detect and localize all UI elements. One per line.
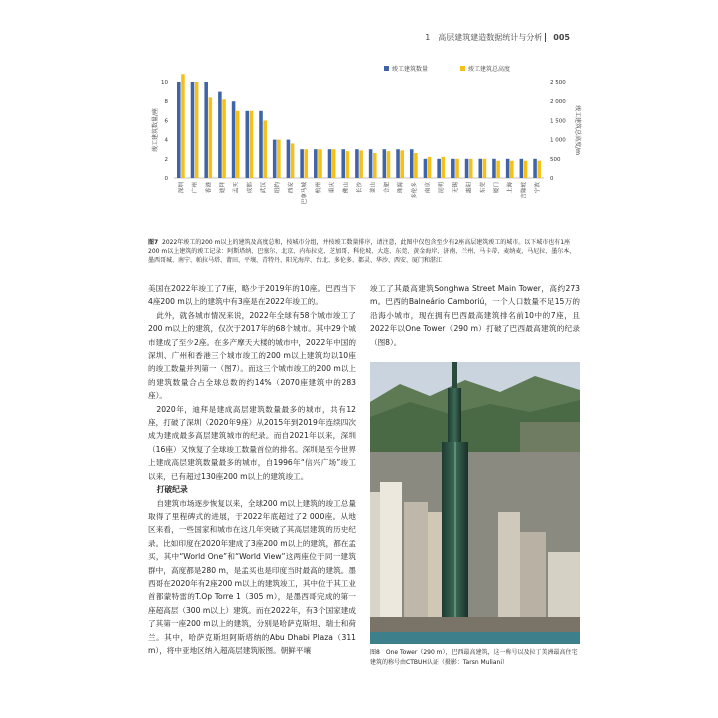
y-tick-label: 4: [164, 137, 168, 144]
bar-count: [300, 149, 304, 178]
legend-label-height: 竣工建筑总高度: [468, 66, 511, 73]
bar-height: [318, 149, 322, 178]
y-tick-label: 10: [161, 80, 168, 86]
bar-count: [287, 140, 291, 178]
y2-tick-label: 1 000: [550, 137, 566, 144]
bar-height: [359, 150, 363, 178]
bar-height: [277, 140, 281, 178]
x-tick-label: 无锡: [452, 182, 459, 194]
figure7-caption: [148, 238, 580, 265]
bar-height: [332, 149, 336, 178]
x-tick-label: 上海: [507, 182, 514, 194]
paragraph: 美国在2022年竣工了7座，略少于2019年的10座。巴西当下4座200 m以上的建筑中有3座是在2022年竣工的。: [148, 284, 356, 307]
bar-count: [424, 159, 428, 178]
bar-height: [250, 111, 254, 178]
bar-count: [383, 149, 387, 178]
y-axis-label: 竣工建筑数量/座: [152, 107, 159, 153]
running-header: [425, 32, 570, 43]
bar-count: [191, 82, 195, 178]
y-tick-label: 6: [164, 118, 168, 125]
paragraph: 竣工了其最高建筑Songhwa Street Main Tower，高约273 m。巴西的Balneário Camboriú，一个人口数量不足15万的沿海小城市，现在拥有巴西最高建筑排名前10中的7座，且2022年以One Tower（290 m）打破了巴西最高建筑的纪录（图8）。: [370, 284, 580, 347]
bar-height: [414, 153, 418, 178]
bar-height: [537, 161, 541, 178]
bar-count: [246, 111, 250, 178]
chapter-title: 1 高层建筑建造数据统计与分析: [425, 33, 543, 42]
x-tick-label: 釜山: [370, 182, 377, 194]
x-tick-label: 深圳: [178, 182, 185, 194]
bar-count: [410, 149, 414, 178]
bar-count: [328, 149, 332, 178]
x-tick-label: 佛山: [343, 182, 350, 194]
x-tick-label: 武汉: [261, 182, 268, 194]
figure7-caption-text: 2022年竣工的200 m以上的建筑及高度总和，按城市分组，并按竣工数量排序，请注意，此图中仅包含至少有2座高层建筑竣工的城市。以下城市也有1座200 m以上建筑的竣工记录：阿斯塔纳、巴塞尔、北京、内布拉克、芝加哥、科伦坡、大连、东莞、黄金海岸、济南、兰州、马卡蒂、麦纳麦、马尼拉、墨尔本、墨西哥城、南宁、帕拉马塔、莆田、平壤、青特丹、阳光海岸、台北、多伦多、都灵、华沙、西安、厦门和湛江: [148, 239, 576, 264]
one-tower-photo: [370, 362, 580, 644]
x-tick-label: 合肥: [384, 182, 391, 194]
x-tick-label: 成都: [247, 182, 254, 194]
bar-height: [428, 157, 432, 178]
bar-height: [483, 159, 487, 178]
header-divider: [545, 33, 546, 42]
bar-height: [387, 151, 391, 178]
bar-count: [259, 111, 263, 178]
paragraph: 2020年，迪拜是建成高层建筑数量最多的城市，共有12座，打破了深圳（2020年9座）从2015年到2019年连续四次成为建成最多高层建筑城市的纪录。而自2021年以来，深圳（16座）又恢复了全球竣工数量首位的排名。深圳是至今世界上建成高层建筑数量最多的城市，自1996年“信兴广场”竣工以来，已有超过130座200 m以上的建筑竣工。: [148, 404, 356, 481]
bar-height: [195, 82, 199, 178]
left-column: [148, 282, 356, 657]
x-tick-label: 宁波: [535, 182, 542, 194]
bar-count: [355, 149, 359, 178]
figure7-label: 图7: [148, 239, 159, 246]
bar-height: [236, 111, 240, 178]
bar-count: [341, 149, 345, 178]
bar-height: [222, 99, 226, 178]
bar-height: [181, 74, 185, 178]
x-tick-label: 迪拜: [219, 182, 226, 194]
y2-tick-label: 2 500: [550, 80, 566, 86]
bar-count: [369, 149, 373, 178]
x-tick-label: 香港: [206, 182, 213, 194]
x-tick-label: 西安: [288, 182, 295, 194]
x-tick-label: 孟买: [233, 182, 240, 194]
bar-count: [451, 159, 455, 178]
bar-count: [177, 82, 181, 178]
y2-axis-label: 竣工建筑总高度/m: [574, 105, 581, 155]
x-tick-label: 杭州: [315, 182, 322, 194]
bar-height: [496, 161, 500, 178]
bar-height: [455, 159, 459, 178]
figure8-photo: [370, 362, 580, 644]
figure8-caption: 图8 One Tower（290 m），巴西最高建筑，这一称号以及拉丁美洲最高住宅建筑的称号由CTBUH认证（摄影：Tarsn Muliani）: [370, 649, 578, 666]
bar-count: [232, 101, 236, 178]
bar-height: [400, 150, 404, 178]
bar-height: [510, 161, 514, 178]
y-tick-label: 8: [164, 99, 168, 106]
x-tick-label: 纽约: [274, 182, 281, 194]
bar-count: [478, 159, 482, 178]
bar-count: [506, 159, 510, 178]
bar-height: [469, 159, 473, 178]
bar-count: [465, 159, 469, 178]
paragraph: 此外，就各城市情况来说，2022年全球有58个城市竣工了200 m以上的建筑，仅次于2017年的68个城市。其中29个城市建成了至少2座。在多产摩天大楼的城市中，2022年中国的深圳、广州和香港三个城市竣工的200 m以上建筑均以10座的竣工数量并列第一（图7）。而这三个城市竣工的200 m以上的建筑数量合占全球总数的约14%（2070座建筑中的283座）。: [148, 310, 356, 401]
bar-count: [314, 149, 318, 178]
x-tick-label: 长沙: [357, 182, 363, 194]
figure7-chart: [148, 60, 580, 238]
bar-count: [492, 159, 496, 178]
bar-count: [218, 92, 222, 178]
page-number: 005: [553, 33, 570, 42]
y2-tick-label: 2 000: [550, 99, 566, 106]
bar-height: [209, 97, 213, 178]
bar-count: [204, 82, 208, 178]
x-tick-label: 吉隆坡: [521, 182, 528, 199]
x-tick-label: 惠阳: [466, 182, 473, 194]
y2-tick-label: 1 500: [550, 118, 566, 125]
x-tick-label: 珠海: [398, 182, 405, 194]
y-tick-label: 0: [164, 176, 168, 182]
bar-count: [533, 159, 537, 178]
bar-count: [396, 149, 400, 178]
bar-height: [524, 161, 528, 178]
bar-height: [373, 153, 377, 178]
y2-tick-label: 500: [550, 156, 561, 163]
legend-swatch-height: [460, 66, 465, 71]
bar-height: [304, 149, 308, 178]
x-tick-label: 东莞: [480, 182, 487, 194]
x-tick-label: 厦门: [494, 182, 501, 194]
x-tick-label: 昆明: [439, 182, 446, 194]
bar-height: [346, 151, 350, 178]
bar-height: [442, 157, 446, 178]
legend-label-count: 竣工建筑数量: [392, 66, 429, 73]
y-tick-label: 2: [164, 156, 168, 163]
x-tick-label: 广州: [192, 182, 199, 194]
section-heading: 打破纪录: [156, 485, 188, 495]
x-tick-label: 巴拿马城: [302, 182, 309, 205]
y2-tick-label: 0: [550, 176, 554, 182]
paragraph: 自建筑市场逐步恢复以来，全球200 m以上建筑的竣工总量取得了里程碑式的进展，于2022年底超过了2 000座。从地区来看，一些国家和城市在这几年突破了其高层建筑的历史纪录。比如印度在2020年建成了3座200 m以上的建筑，都在孟买，其中“World One”和“World View”这两座位于同一建筑群中，高度都是280 m，是孟买也是印度当时最高的建筑。墨西哥在2020年有2座200 m以上的建筑竣工，其中位于其工业首都蒙特雷的T.Op Torre 1（305 m），是墨西哥完成的第一座超高层（300 m以上）建筑。而在2022年，有3个国家建成了其第一座200 m以上的建筑，分别是哈萨克斯坦、瑞士和荷兰。其中，哈萨克斯坦阿斯塔纳的Abu Dhabi Plaza（311 m），将中亚地区纳入超高层建筑版图。朝鲜平壤: [148, 498, 356, 655]
legend-swatch-count: [384, 66, 389, 71]
bar-count: [437, 159, 441, 178]
bar-count: [520, 159, 524, 178]
x-tick-label: 多伦多: [411, 182, 418, 199]
x-tick-label: 重庆: [329, 182, 336, 194]
bar-height: [291, 143, 295, 178]
right-column: [370, 282, 580, 349]
bar-height: [263, 120, 267, 178]
x-tick-label: 南京: [425, 182, 432, 194]
bar-count: [273, 140, 277, 178]
